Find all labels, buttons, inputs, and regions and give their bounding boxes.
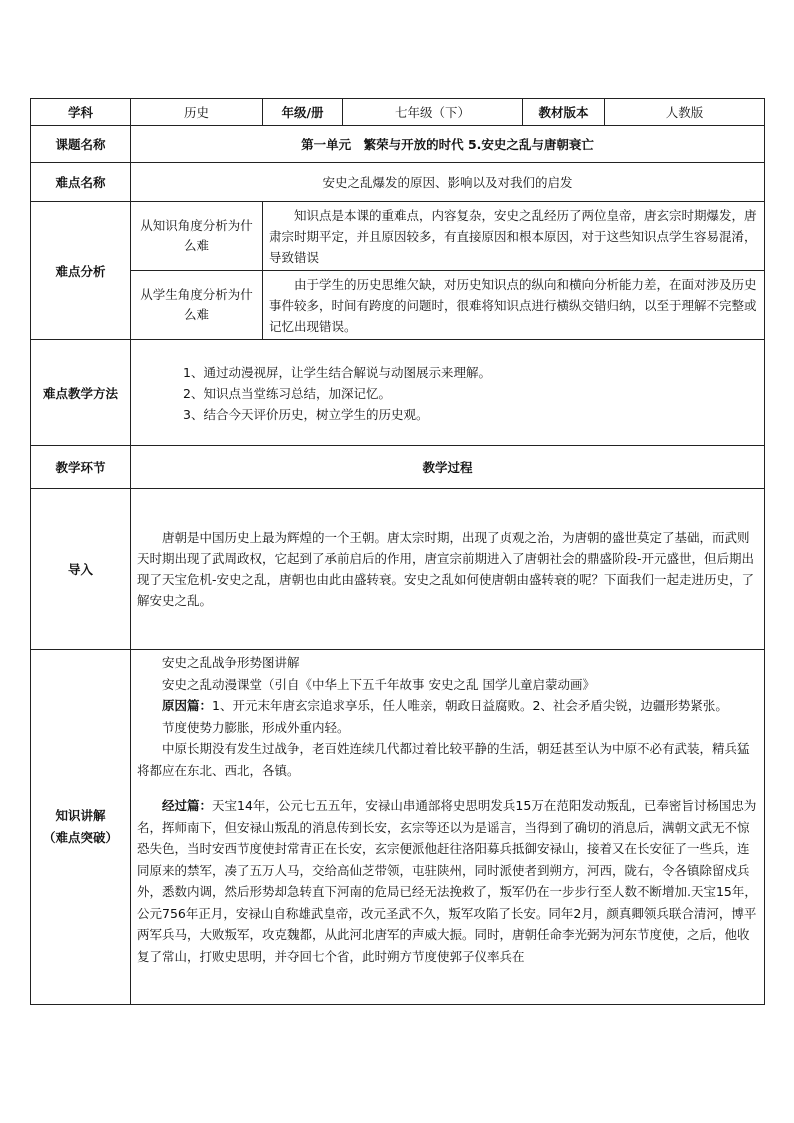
method-item: 2、知识点当堂练习总结，加深记忆。 (183, 386, 391, 401)
analysis-label: 难点分析 (31, 202, 131, 340)
process-label: 教学过程 (131, 446, 765, 489)
knowledge-label: 知识讲解 (55, 808, 106, 823)
difficulty-value: 安史之乱爆发的原因、影响以及对我们的启发 (131, 163, 765, 202)
topic-value: 第一单元 繁荣与开放的时代 5.安史之乱与唐朝衰亡 (131, 126, 765, 163)
topic-label: 课题名称 (31, 126, 131, 163)
animation-line: 安史之乱动漫课堂（引自《中华上下五千年故事 安史之乱 国学儿童启蒙动画》 (162, 676, 595, 692)
cause-text: 1、开元末年唐玄宗追求享乐，任人唯亲，朝政日益腐败。2、社会矛盾尖锐，边疆形势紧张。 (212, 698, 728, 713)
knowledge-body (137, 650, 758, 967)
difficulty-row (31, 163, 765, 202)
method-item: 3、结合今天评价历史，树立学生的历史观。 (183, 407, 429, 422)
methods-row (31, 340, 765, 446)
edition-label: 教材版本 (523, 99, 605, 126)
process-text: 天宝14年，公元七五五年，安禄山串通部将史思明发兵15万在范阳发动叛乱，已奉密旨讨杨国忠为名，挥师南下，但安禄山叛乱的消息传到长安，玄宗等还以为是谣言，当得到了确切的消息后，满朝文武无不惊恐失色，当时安西节度使封常青正在长安，玄宗便派他赶往洛阳募兵抵御安禄山，接着又在长安征了一些兵，连同原来的禁军，凑了五万人马，交给高仙芝带领，屯驻陕州，同时派使者到朔方，河西，陇右，令各镇除留戍兵外，悉数内调，然后形势却急转直下河南的危局已经无法挽救了，叛军仍在一步步行至人数不断增加.天宝15年，公元756年正月，安禄山自称雄武皇帝，改元圣武不久，叛军攻陷了长安。同年2月，颜真卿领兵联合清河，博平两军兵马，大败叛军，攻克魏都，从此河北唐军的声威大振。同时，唐朝任命李光弼为河东节度使，之后，他收复了常山，打败史思明，并夺回七个省，此时朔方节度使郭子仪率兵在 (137, 798, 757, 964)
student-angle-label: 从学生角度分析为什么难 (131, 271, 263, 340)
process-title: 经过篇： (162, 798, 213, 813)
intro-text: 唐朝是中国历史上最为辉煌的一个王朝。唐太宗时期，出现了贞观之治，为唐朝的盛世莫定了基础，而武则天时期出现了武周政权，它起到了承前启后的作用，唐宣宗前期进入了唐朝社会的鼎盛阶段-开元盛世，但后期出现了天宝危机-安史之乱，唐朝也由此由盛转衰。安史之乱如何使唐朝由盛转衰的呢？下面我们一起走进历史，了解安史之乱。 (137, 530, 755, 608)
method-item: 1、通过动漫视屏，让学生结合解说与动图展示来理解。 (183, 365, 491, 380)
subject-label: 学科 (31, 99, 131, 126)
header-row (31, 99, 765, 126)
analysis-row-student (31, 271, 765, 340)
intro-label: 导入 (31, 489, 131, 650)
knowledge-sublabel: （难点突破） (42, 830, 118, 845)
process-header-row (31, 446, 765, 489)
knowledge-angle-text: 知识点是本课的重难点，内容复杂，安史之乱经历了两位皇帝，唐玄宗时期爆发，唐肃宗时期平定，并且原因较多，有直接原因和根本原因，对于这些知识点学生容易混淆，导致错误 (269, 207, 757, 265)
knowledge-row (31, 650, 765, 1005)
student-angle-text: 由于学生的历史思维欠缺，对历史知识点的纵向和横向分析能力差，在面对涉及历史事件较多，时间有跨度的问题时，很难将知识点进行横纵交错归纳，以至于理解不完整或记忆出现错误。 (269, 276, 757, 334)
knowledge-cell (131, 650, 765, 1005)
student-angle-cell (263, 271, 765, 340)
difficulty-label: 难点名称 (31, 163, 131, 202)
methods-list (131, 340, 765, 446)
stage-label: 教学环节 (31, 446, 131, 489)
central-plains-line: 中原长期没有发生过战争，老百姓连续几代都过着比较平静的生活，朝廷甚至认为中原不必有武装，精兵猛将都应在东北、西北，各镇。 (137, 741, 750, 778)
map-line: 安史之乱战争形势图讲解 (162, 655, 300, 670)
cause-title: 原因篇： (162, 698, 213, 713)
jiedushi-line: 节度使势力膨胀，形成外重内轻。 (162, 719, 350, 735)
process-paragraph (137, 795, 758, 967)
lesson-plan-table (30, 98, 765, 1005)
knowledge-label-cell (31, 650, 131, 1005)
subject-value: 历史 (131, 99, 263, 126)
cause-paragraph (137, 695, 758, 717)
edition-value: 人教版 (605, 99, 765, 126)
topic-row (31, 126, 765, 163)
methods-label: 难点教学方法 (31, 340, 131, 446)
grade-label: 年级/册 (263, 99, 343, 126)
grade-value: 七年级（下） (343, 99, 523, 126)
knowledge-angle-cell (263, 202, 765, 271)
analysis-row-knowledge (31, 202, 765, 271)
knowledge-angle-label: 从知识角度分析为什么难 (131, 202, 263, 271)
intro-cell (131, 489, 765, 650)
intro-row (31, 489, 765, 650)
